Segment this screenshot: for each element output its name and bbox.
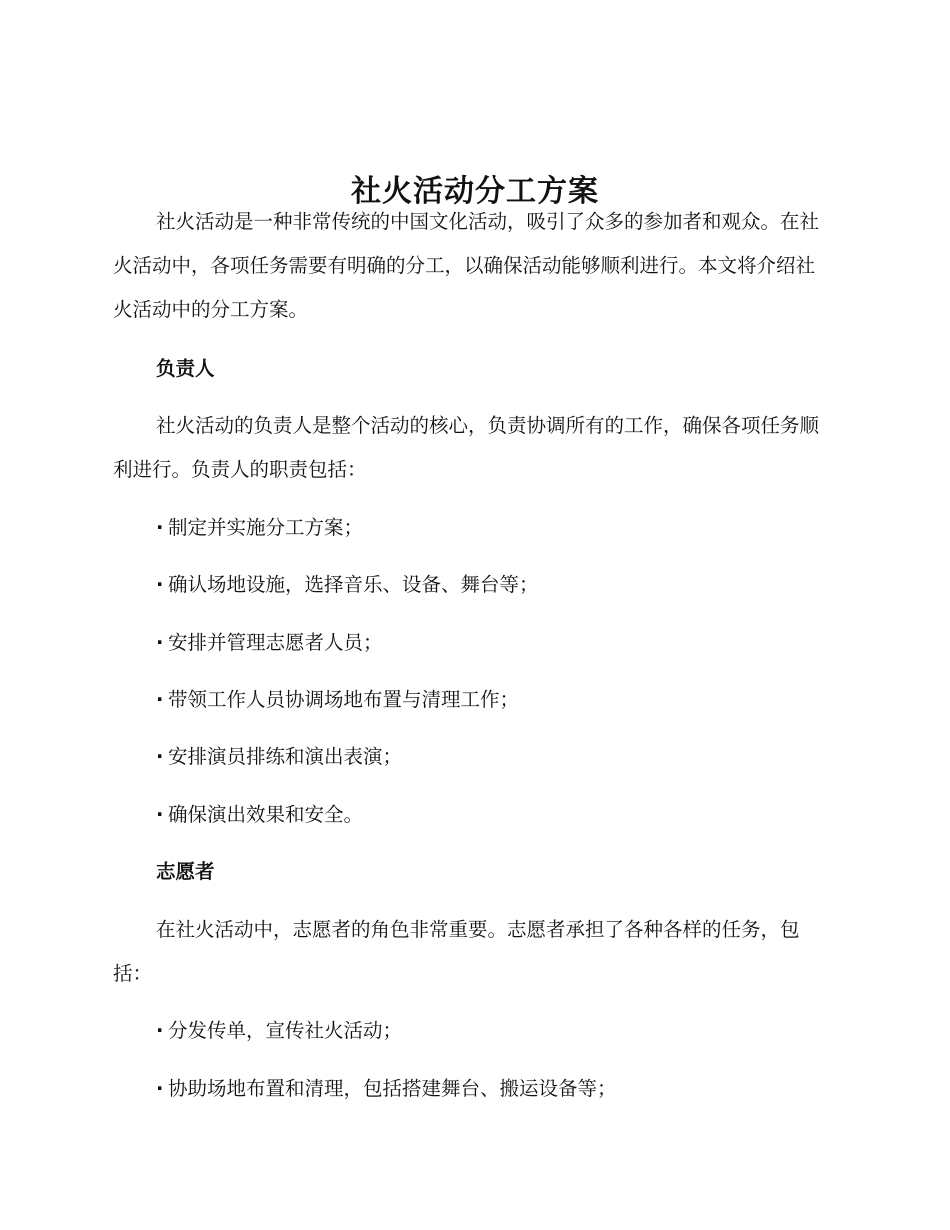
list-item-text: 制定并实施分工方案； xyxy=(168,516,364,539)
list-item xyxy=(156,1074,617,1104)
list-item-text: 确认场地设施，选择音乐、设备、舞台等； xyxy=(168,573,539,596)
section-paragraph-volunteers: 在社火活动中，志愿者的角色非常重要。志愿者承担了各种各样的任务，包括： xyxy=(113,918,800,985)
section-paragraph-leader: 社火活动的负责人是整个活动的核心，负责协调所有的工作，确保各项任务顺利进行。负责人的职责包括： xyxy=(113,414,820,481)
bullet-icon: · xyxy=(156,631,164,654)
list-item-text: 协助场地布置和清理，包括搭建舞台、搬运设备等； xyxy=(168,1077,617,1100)
list-item xyxy=(156,570,539,600)
list-item xyxy=(156,800,363,830)
list-item xyxy=(156,628,383,658)
list-item-text: 确保演出效果和安全。 xyxy=(168,803,364,826)
bullet-icon: · xyxy=(156,573,164,596)
list-item-text: 安排演员排练和演出表演； xyxy=(168,745,403,768)
document-title: 社火活动分工方案 xyxy=(351,174,599,210)
section-heading-leader: 负责人 xyxy=(156,357,215,380)
list-item-text: 安排并管理志愿者人员； xyxy=(168,631,383,654)
bullet-icon: · xyxy=(156,1019,164,1042)
intro-paragraph: 社火活动是一种非常传统的中国文化活动，吸引了众多的参加者和观众。在社火活动中，各项任务需要有明确的分工，以确保活动能够顺利进行。本文将介绍社火活动中的分工方案。 xyxy=(113,210,820,321)
bullet-icon: · xyxy=(156,516,164,539)
list-item xyxy=(156,685,519,715)
bullet-icon: · xyxy=(156,1077,164,1100)
list-item-text: 带领工作人员协调场地布置与清理工作； xyxy=(168,688,520,711)
list-item xyxy=(156,742,402,772)
list-item-text: 分发传单，宣传社火活动； xyxy=(168,1019,403,1042)
bullet-icon: · xyxy=(156,688,164,711)
bullet-icon: · xyxy=(156,745,164,768)
list-item xyxy=(156,1016,402,1046)
bullet-icon: · xyxy=(156,803,164,826)
list-item xyxy=(156,513,363,543)
section-heading-volunteers: 志愿者 xyxy=(156,860,215,883)
